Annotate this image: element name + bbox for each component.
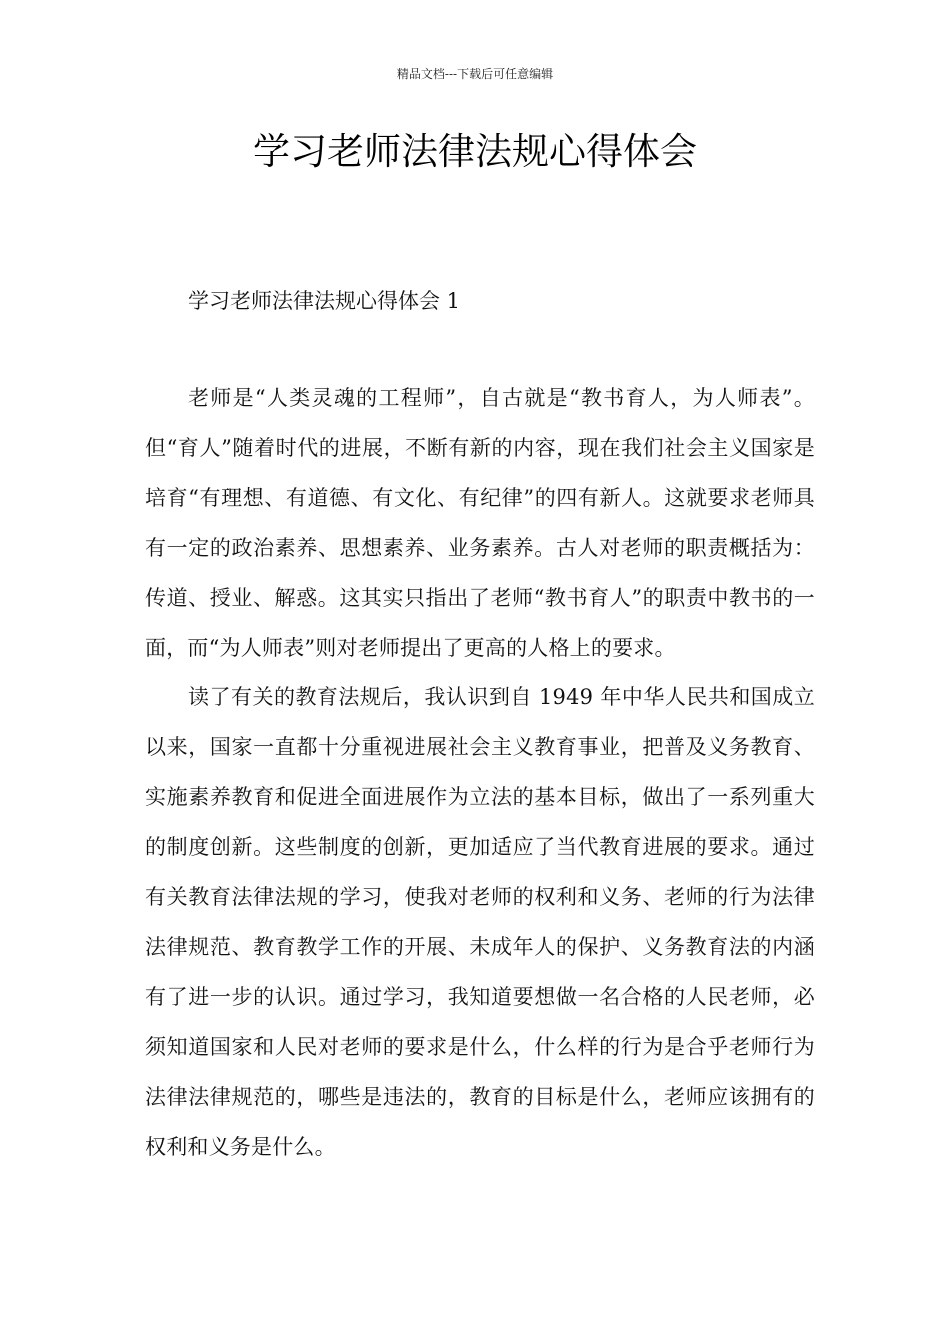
document-body	[145, 374, 815, 1173]
paragraph: 读了有关的教育法规后，我认识到自 1949 年中华人民共和国成立以来，国家一直都十分重视进展社会主义教育事业，把普及义务教育、实施素养教育和促进全面进展作为立法的基本目标，做出了一系列重大的制度创新。这些制度的创新，更加适应了当代教育进展的要求。通过有关教育法律法规的学习，使我对老师的权利和义务、老师的行为法律法律规范、教育教学工作的开展、未成年人的保护、义务教育法的内涵有了进一步的认识。通过学习，我知道要想做一名合格的人民老师，必须知道国家和人民对老师的要求是什么，什么样的行为是合乎老师行为法律法律规范的，哪些是违法的，教育的目标是什么，老师应该拥有的权利和义务是什么。	[145, 685, 815, 1159]
section-heading: 学习老师法律法规心得体会 1	[188, 289, 461, 313]
header-note: 精品文档---下载后可任意编辑	[396, 67, 554, 81]
paragraph: 老师是“人类灵魂的工程师”，自古就是“教书育人，为人师表”。但“育人”随着时代的进展，不断有新的内容，现在我们社会主义国家是培育“有理想、有道德、有文化、有纪律”的四有新人。这就要求老师具有一定的政治素养、思想素养、业务素养。古人对老师的职责概括为：传道、授业、解惑。这其实只指出了老师“教书育人”的职责中教书的一面，而“为人师表”则对老师提出了更高的人格上的要求。	[145, 386, 815, 660]
document-title: 学习老师法律法规心得体会	[253, 130, 697, 173]
